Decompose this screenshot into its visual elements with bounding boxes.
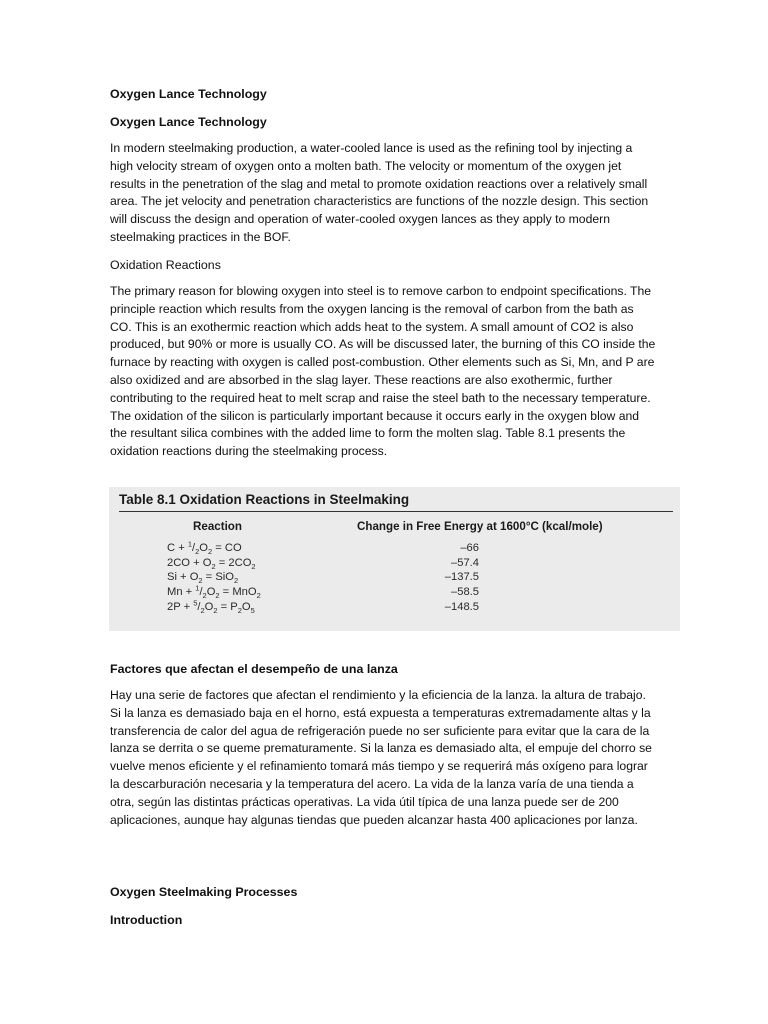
table-title: Table 8.1 Oxidation Reactions in Steelmaking bbox=[119, 492, 410, 507]
page-title: Oxygen Lance Technology bbox=[110, 115, 267, 129]
oxidation-paragraph bbox=[110, 283, 658, 461]
reaction-formula: $C + ^1/_2O_2$ = CO bbox=[167, 539, 242, 557]
free-energy-value: –66 bbox=[460, 542, 479, 554]
table-title-rule bbox=[119, 511, 673, 512]
free-energy-value: –137.5 bbox=[444, 571, 479, 584]
steelmaking-processes-heading: Oxygen Steelmaking Processes bbox=[110, 885, 298, 899]
intro-text: In modern steelmaking production, a water-cooled lance is used as the refining tool by injecting a high velocity stream of oxygen onto a molten bath. The velocity or momentum of the oxygen jet results in the penetration of the slag and metal to promote oxidation reactions over a relatively small area. The jet velocity and penetration characteristics are functions of the nozzle design. This section will discuss the design and operation of water-cooled oxygen lances as they apply to modern steelmaking practices in the BOF. bbox=[110, 141, 649, 244]
introduction-heading: Introduction bbox=[110, 913, 183, 927]
oxidation-table-figure bbox=[109, 487, 680, 631]
intro-paragraph bbox=[110, 140, 658, 247]
free-energy-value: –57.4 bbox=[451, 556, 479, 569]
table-column-reaction: Reaction bbox=[193, 520, 242, 533]
table-row bbox=[109, 539, 680, 557]
reaction-formula: $2P + ^5/_2O_2 = P_2O_5$ bbox=[167, 598, 255, 615]
factores-heading: Factores que afectan el desempeño de una lanza bbox=[110, 662, 398, 676]
section-title: Oxygen Lance Technology bbox=[110, 87, 267, 101]
factores-paragraph bbox=[110, 687, 658, 829]
table-row bbox=[109, 557, 680, 572]
free-energy-value: –148.5 bbox=[444, 600, 479, 613]
oxidation-reactions-heading: Oxidation Reactions bbox=[110, 258, 221, 272]
table-row bbox=[109, 598, 680, 616]
factores-text: Hay una serie de factores que afectan el rendimiento y la eficiencia de la lanza. la altura de trabajo. Si la lanza es demasiado baja en el horno, está expuesta a temperaturas extremadamente altas y la transferencia de calor del agua de refrigeración puede no ser suficiente para evitar que la cara de la lanza se derrita o se queme prematuramente. Si la lanza es demasiado alta, el empuje del chorro se vuelve menos eficiente y el refinamiento tomará más tiempo y se requerirá más oxígeno para lograr la descarburación necesaria y la temperatura del acero. La vida de la lanza varía de una tienda a otra, según las distintas prácticas operativas. La vida útil típica de una lanza puede ser de 200 aplicaciones, aunque hay algunas tiendas que pueden alcanzar hasta 400 aplicaciones por lanza. bbox=[110, 688, 652, 827]
oxidation-text: The primary reason for blowing oxygen into steel is to remove carbon to endpoint specifications. The principle reaction which results from the oxygen lancing is the removal of carbon from the bath as CO. This is an exothermic reaction which adds heat to the system. A small amount of CO2 is also produced, but 90% or more is usually CO. As will be discussed later, the burning of this CO inside the furnace by reacting with oxygen is called post-combustion. Other elements such as Si, Mn, and P are also oxidized and are absorbed in the slag layer. These reactions are also exothermic, further contributing to the required heat to melt scrap and raise the steel bath to the necessary temperature. The oxidation of the silicon is particularly important because it occurs early in the oxygen blow and the resultant silica combines with the added lime to form the molten slag. Table 8.1 presents the oxidation reactions during the steelmaking process. bbox=[110, 284, 656, 459]
free-energy-value: –58.5 bbox=[451, 586, 479, 599]
reaction-formula: $Mn + ^1/_2O_2 = MnO_2$ bbox=[167, 583, 261, 601]
table-column-energy: Change in Free Energy at 1600°C (kcal/mole) bbox=[357, 520, 603, 533]
table-rows bbox=[109, 539, 680, 615]
reaction-formula: $2CO + O_2 = 2CO_2$ bbox=[167, 556, 256, 571]
reaction-formula: $Si + O_2 = SiO_2$ bbox=[167, 571, 239, 586]
